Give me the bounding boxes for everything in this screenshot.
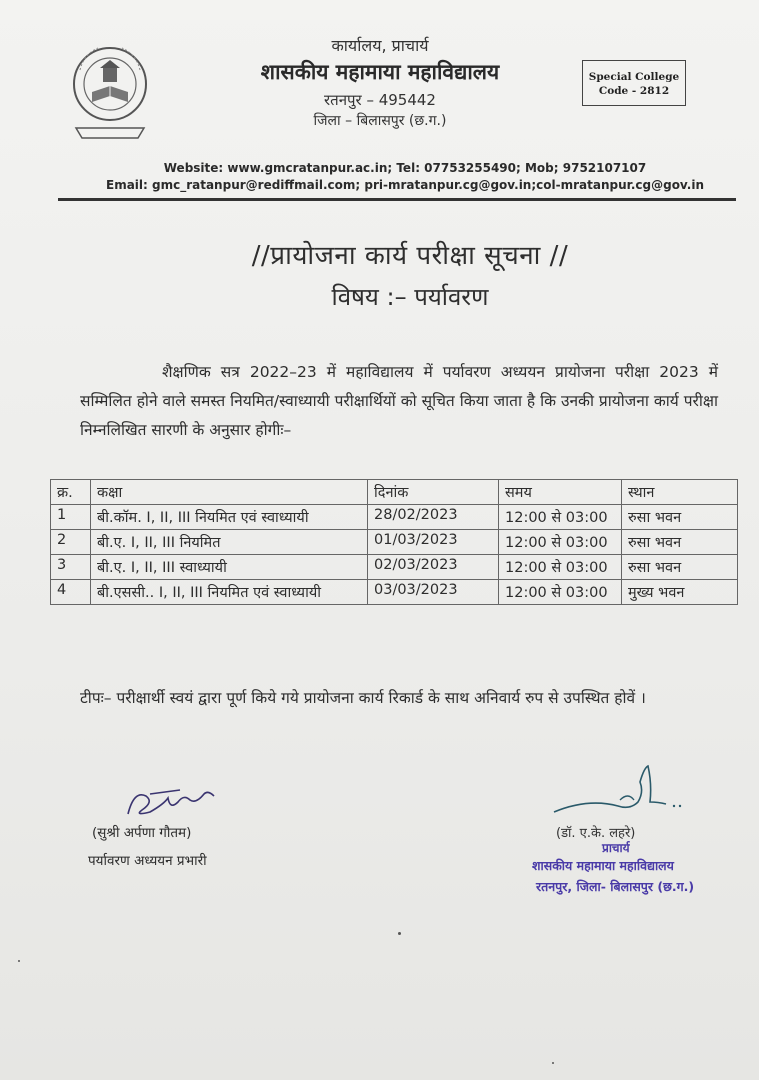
paper-speck	[398, 932, 401, 935]
college-name: शासकीय महामाया महाविद्यालय	[260, 60, 500, 84]
left-signatory-name: (सुश्री अर्पणा गौतम)	[92, 825, 192, 841]
notice-title: //प्रायोजना कार्य परीक्षा सूचना //	[251, 241, 569, 271]
notice-paragraph-text: शैक्षणिक सत्र 2022–23 में महाविद्यालय में पर्यावरण अध्ययन प्रायोजना परीक्षा 2023 में सम्मिलित होने वाले समस्त नियमित/स्वाध्यायी परीक्षार्थियों को सूचित किया जाता है कि उनकी प्रायोजना कार्य परीक्षा निम्नलिखित सारणी के अनुसार होगीः–	[80, 363, 718, 439]
table-row	[51, 555, 738, 580]
college-code-box	[582, 60, 686, 106]
row-time: 12:00 से 03:00	[499, 530, 622, 555]
notice-paragraph	[80, 358, 718, 445]
town-pin: रतनपुर – 495442	[324, 91, 436, 109]
table-row	[51, 580, 738, 605]
principal-stamp-org: शासकीय महामाया महाविद्यालय	[532, 858, 674, 873]
row-sn: 4	[51, 580, 91, 605]
row-venue: मुख्य भवन	[622, 580, 738, 605]
right-signature-icon	[548, 762, 698, 832]
right-signatory-name: (डॉ. ए.के. लहरे)	[556, 826, 636, 841]
header-class: कक्षा	[91, 480, 368, 505]
note-text: टीपः– परीक्षार्थी स्वयं द्वारा पूर्ण किये गये प्रायोजना कार्य रिकार्ड के साथ अनिवार्य रुप से उपस्थित होवें ।	[80, 689, 646, 707]
row-sn: 2	[51, 530, 91, 555]
district: जिला – बिलासपुर (छ.ग.)	[313, 113, 447, 129]
code-line-1: Special College	[588, 71, 680, 83]
row-sn: 1	[51, 505, 91, 530]
row-time: 12:00 से 03:00	[499, 505, 622, 530]
header-sn: क्र.	[51, 480, 91, 505]
college-emblem-icon	[70, 40, 154, 144]
table-row	[51, 530, 738, 555]
row-class: बी.एससी.. I, II, III नियमित एवं स्वाध्यायी	[91, 580, 368, 605]
row-venue: रुसा भवन	[622, 505, 738, 530]
notice-subject: विषय :– पर्यावरण	[331, 283, 489, 311]
row-time: 12:00 से 03:00	[499, 580, 622, 605]
header-divider	[58, 198, 736, 201]
row-date: 28/02/2023	[368, 505, 499, 530]
header-date: दिनांक	[368, 480, 499, 505]
row-class: बी.कॉम. I, II, III नियमित एवं स्वाध्यायी	[91, 505, 368, 530]
row-venue: रुसा भवन	[622, 530, 738, 555]
table-row	[51, 505, 738, 530]
row-time: 12:00 से 03:00	[499, 555, 622, 580]
principal-stamp-address: रतनपुर, जिला- बिलासपुर (छ.ग.)	[536, 879, 695, 894]
header-venue: स्थान	[622, 480, 738, 505]
row-date: 03/03/2023	[368, 580, 499, 605]
paper-speck	[552, 1062, 554, 1064]
paper-speck	[18, 960, 20, 962]
row-class: बी.ए. I, II, III नियमित	[91, 530, 368, 555]
office-line: कार्यालय, प्राचार्य	[331, 36, 429, 55]
table-header-row	[51, 480, 738, 505]
schedule-table	[50, 479, 738, 605]
row-date: 01/03/2023	[368, 530, 499, 555]
row-class: बी.ए. I, II, III स्वाध्यायी	[91, 555, 368, 580]
email-line: Email: gmc_ratanpur@rediffmail.com; pri-mratanpur.cg@gov.in;col-mratanpur.cg@gov.in	[106, 178, 704, 192]
code-line-2: Code - 2812	[598, 85, 670, 97]
row-venue: रुसा भवन	[622, 555, 738, 580]
row-sn: 3	[51, 555, 91, 580]
website-line: Website: www.gmcratanpur.ac.in; Tel: 07753255490; Mob; 9752107107	[163, 161, 647, 175]
left-signature-icon	[120, 780, 220, 824]
principal-stamp-role: प्राचार्य	[602, 841, 630, 855]
row-date: 02/03/2023	[368, 555, 499, 580]
left-signatory-role: पर्यावरण अध्ययन प्रभारी	[88, 853, 207, 869]
header-time: समय	[499, 480, 622, 505]
